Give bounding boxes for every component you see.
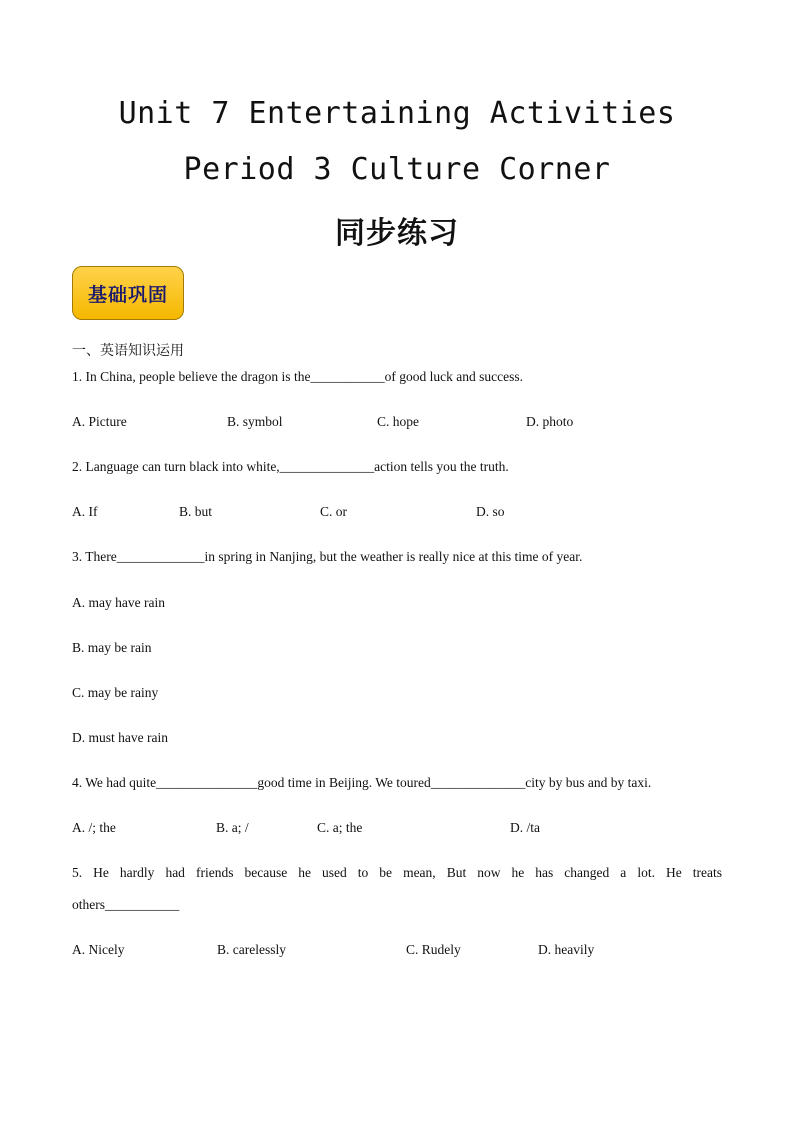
question-5-option-c: C. Rudely — [406, 942, 461, 957]
question-4-option-b: B. a; / — [216, 820, 249, 835]
question-4-option-c: C. a; the — [317, 820, 363, 835]
question-2-stem: 2. Language can turn black into white,______________action tells you the truth. — [72, 459, 509, 474]
question-2-option-a: A. If — [72, 504, 98, 519]
question-3-stem: 3. There_____________in spring in Nanjing, but the weather is really nice at this time of year. — [72, 549, 583, 564]
question-3-option-d: D. must have rain — [72, 730, 168, 745]
section-badge — [72, 266, 184, 320]
section-heading: 一、英语知识运用 — [72, 343, 184, 359]
question-1-option-c: C. hope — [377, 414, 419, 429]
question-3-option-b: B. may be rain — [72, 640, 152, 655]
question-2-option-b: B. but — [179, 504, 213, 519]
question-1-option-b: B. symbol — [227, 414, 283, 429]
question-4-option-d: D. /ta — [510, 820, 540, 835]
question-1-stem: 1. In China, people believe the dragon is the___________of good luck and success. — [72, 369, 524, 384]
question-1-option-a: A. Picture — [72, 414, 127, 429]
question-3-option-c: C. may be rainy — [72, 685, 159, 700]
question-5-option-d: D. heavily — [538, 942, 595, 957]
question-1-option-d: D. photo — [526, 414, 574, 429]
question-5-option-a: A. Nicely — [72, 942, 125, 957]
question-4-stem: 4. We had quite_______________good time in Beijing. We toured______________city by bus and by taxi. — [72, 775, 652, 790]
question-2-option-c: C. or — [320, 504, 347, 519]
title-unit: Unit 7 Entertaining Activities — [118, 96, 676, 131]
question-2-option-d: D. so — [476, 504, 505, 519]
question-5-stem-line2: others___________ — [72, 897, 180, 912]
question-5-option-b: B. carelessly — [217, 942, 286, 957]
question-3-option-a: A. may have rain — [72, 595, 165, 610]
question-5-stem-line1: 5. He hardly had friends because he used to be mean, But now he has changed a lot. He treats — [72, 865, 722, 880]
question-4-option-a: A. /; the — [72, 820, 116, 835]
title-sync-practice: 同步练习 — [335, 216, 459, 251]
section-badge-label: 基础巩固 — [87, 283, 168, 306]
title-period: Period 3 Culture Corner — [183, 152, 611, 187]
